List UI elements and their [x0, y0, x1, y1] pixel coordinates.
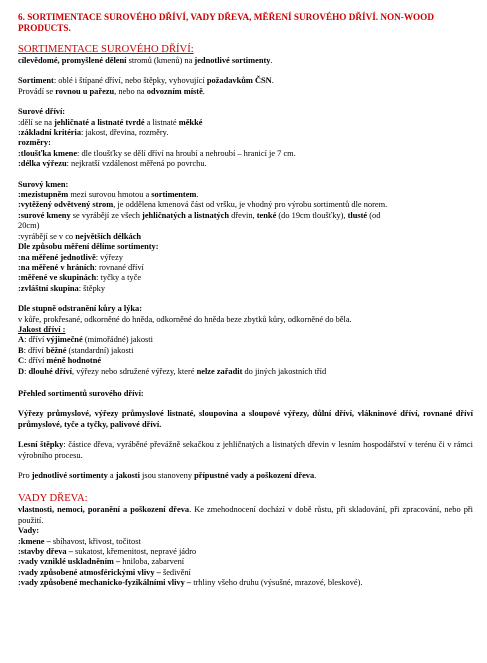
mereni-line-4: :zvláštní skupina: štěpky: [18, 283, 106, 293]
prehled-text: Výřezy průmyslové, výřezy průmyslové listnaté, sloupovina a sloupové výřezy, důlní dříví, vlákninové dříví, rovnané dříví průmyslové, tyče a tyčky, palivové dříví.: [18, 409, 473, 429]
surove-drivi-label: Surové dříví:: [18, 107, 66, 117]
mereni-line-3: :měřené ve skupinách: tyčky a tyče: [18, 273, 142, 283]
surovy-kmen-line-2: :vytěžený odvětvený strom, je oddělena kmenová část od vršku, je vhodný pro výrobu sortimentů dle norem.: [18, 200, 388, 210]
stupen-kury-line: v kůře, prokřesané, odkorněné do hněda, odkorněné do hněda beze zbytků kůry, odkorněné do běla.: [18, 314, 352, 324]
surovy-kmen-label: Surový kmen:: [18, 179, 69, 189]
zpusob-mereni-label: Dle způsobu měření dělíme sortimenty:: [18, 242, 159, 252]
vady-mechanicke: :vady způsobené mechanicko-fyzikálními vlivy – trhliny všeho druhu (výsušné, mrazové, bleskové).: [18, 578, 363, 588]
intro-line: cílevědomé, promyšlené dělení stromů (kmenů) na jednotlivé sortimenty.: [18, 56, 273, 65]
vady-intro: vlastnosti, nemoci, poranění a poškození dřeva. Ke zmehodnocení dochází v době růstu, při skladování, při zpracování, nebo při použití.: [18, 505, 473, 525]
surove-drivi-line-3: rozměry:: [18, 138, 51, 148]
jakost-b: B: dříví běžné (standardní) jakosti: [18, 345, 134, 355]
pro-sortimenty: Pro jednotlivé sortimenty a jakosti jsou stanoveny přípustné vady a poškození dřeva.: [18, 471, 317, 480]
surove-drivi-line-1: :dělí se na jehličnaté a listnaté tvrdé a listnaté měkké: [18, 117, 203, 127]
vady-kmene: :kmene – sbíhavost, křivost, točitost: [18, 536, 141, 546]
stupen-kury-label: Dle stupně odstranění kůry a lýka:: [18, 304, 143, 314]
surovy-kmen-line-3b: 20cm): [18, 221, 40, 231]
jakost-a: A: dříví výjimečné (mimořádné) jakosti: [18, 335, 153, 345]
vady-atmosfericke: :vady způsobené atmosférickými vlivy – šedivění: [18, 567, 191, 577]
surovy-kmen-line-4: :vyrábějí se v co největších délkách: [18, 231, 142, 241]
lesni-stepky: Lesní štěpky: částice dřeva, vyráběné převážně sekačkou z jehličnatých a listnatých dřevin v lesním hospodářství v terénu či v rámci výrobního procesu.: [18, 440, 473, 460]
mereni-line-2: :na měřené v hráních: rovnané dříví: [18, 262, 144, 272]
page-title: 6. SORTIMENTACE SUROVÉHO DŘÍVÍ, VADY DŘEVA, MĚŘENÍ SUROVÉHO DŘÍVÍ. NON-WOOD PRODUCTS.: [18, 12, 434, 33]
vady-label: Vady:: [18, 526, 40, 536]
surove-drivi-line-4: :tloušťka kmene: dle tloušťky se dělí dříví na hroubí a nehroubí – hranicí je 7 cm.: [18, 148, 296, 158]
jakost-c: C: dříví méně hodnotné: [18, 356, 102, 366]
vady-uskladneni: :vady vzniklé uskladněním – hniloba, zabarvení: [18, 557, 185, 567]
prehled-label: Přehled sortimentů surového dříví:: [18, 388, 144, 398]
sortiment-line-1: Sortiment: oblé i štípané dříví, nebo štěpky, vyhovující požadavkům ČSN.: [18, 76, 274, 86]
section-heading-vady: VADY DŘEVA:: [18, 493, 88, 505]
sortiment-line-2: Provádí se rovnou u pařezu, nebo na odvozním místě.: [18, 86, 205, 96]
jakost-label: Jakost dříví :: [18, 324, 66, 334]
mereni-line-1: :na měřené jednotlivě: výřezy: [18, 252, 123, 262]
vady-stavby: :stavby dřeva – sukatost, křemenitost, nepravé jádro: [18, 547, 197, 557]
surovy-kmen-line-3: :surové kmeny se vyrábějí ze všech jehličnatých a listnatých dřevin, tenké (do 19cm tloušťky), tlusté (od: [18, 210, 381, 220]
jakost-d: D: dlouhé dříví, výřezy nebo sdružené výřezy, které nelze zařadit do jiných jakostních tříd: [18, 366, 327, 376]
section-heading-sortimentace: SORTIMENTACE SUROVÉHO DŘÍVÍ:: [18, 44, 194, 55]
surove-drivi-line-2: :základní kritéria: jakost, dřevina, rozměry.: [18, 128, 169, 138]
surove-drivi-line-5: :délka výřezu: nejkratší vzdálenost měřená po povrchu.: [18, 159, 207, 169]
surovy-kmen-line-1: :mezistupněm mezi surovou hmotou a sortimentem.: [18, 190, 199, 200]
